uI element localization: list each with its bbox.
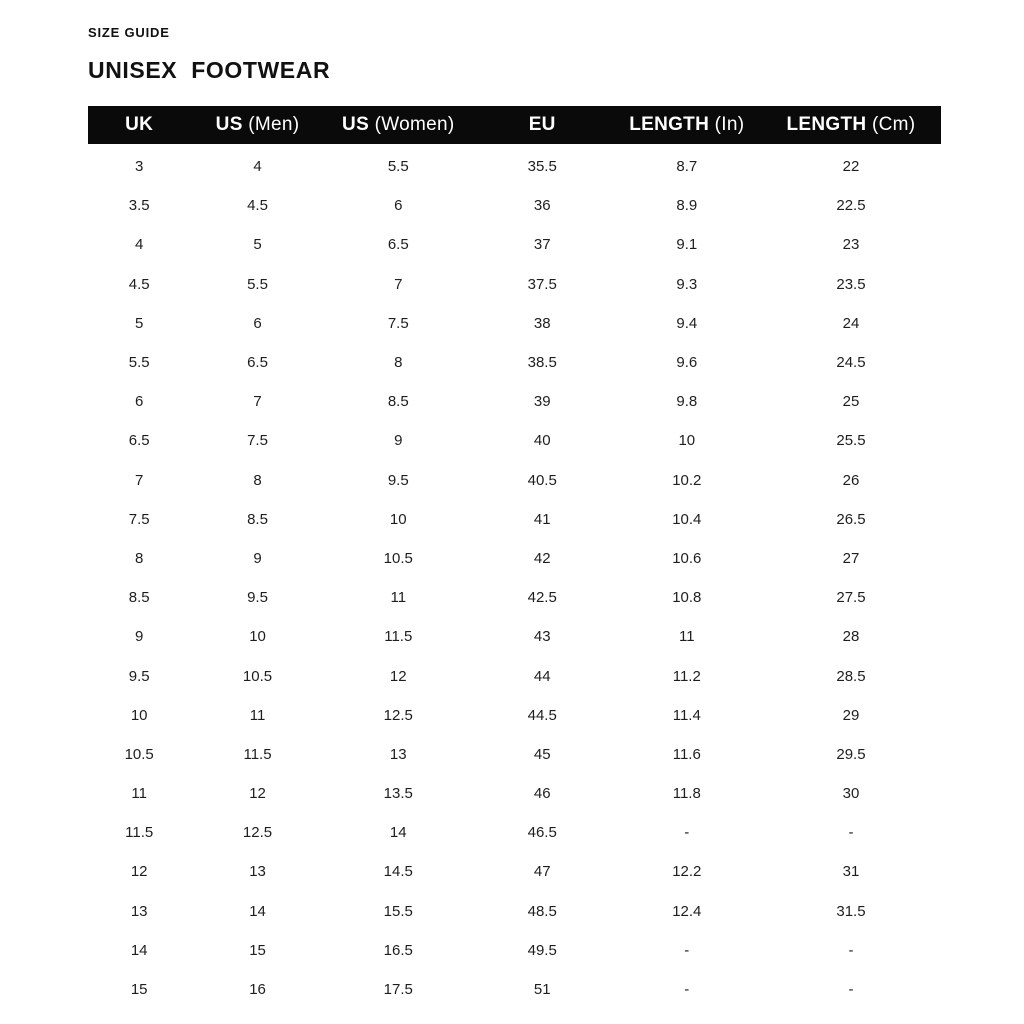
cell: 6 <box>253 314 262 332</box>
column-header-eu <box>472 114 613 136</box>
cell: 27 <box>842 549 860 567</box>
cell: 15 <box>130 981 148 999</box>
cell: 37 <box>533 236 551 254</box>
cell: 28.5 <box>836 667 866 685</box>
cell: 29.5 <box>836 745 866 763</box>
cell: 38.5 <box>527 354 557 372</box>
cell: 47 <box>533 863 551 881</box>
cell: - <box>848 824 854 842</box>
cell: 23.5 <box>836 275 866 293</box>
cell: 31.5 <box>836 902 866 920</box>
table-row <box>88 774 941 813</box>
cell: 40.5 <box>527 471 557 489</box>
cell: 10.5 <box>124 745 154 763</box>
page-title: UNISEX FOOTWEAR <box>88 57 331 83</box>
cell: 46 <box>533 785 551 803</box>
table-row <box>88 578 941 617</box>
cell: 10.8 <box>672 589 702 607</box>
cell: 6.5 <box>387 236 409 254</box>
cell: 11 <box>390 589 407 607</box>
cell: 8.9 <box>676 197 698 215</box>
cell: 31 <box>842 863 860 881</box>
cell: 22.5 <box>836 197 866 215</box>
cell: 16 <box>249 981 266 999</box>
cell: 10.2 <box>672 471 702 489</box>
cell: 9.5 <box>387 471 409 489</box>
cell: - <box>684 824 690 842</box>
cell: 44 <box>533 667 551 685</box>
table-row <box>88 813 941 852</box>
cell: 8 <box>253 471 262 489</box>
cell: 4.5 <box>247 197 268 215</box>
table-body <box>88 147 941 1009</box>
cell: 8 <box>394 354 403 372</box>
cell: 24 <box>842 314 860 332</box>
cell: 8.5 <box>387 393 409 411</box>
cell: 9.5 <box>128 667 150 685</box>
cell: - <box>848 981 854 999</box>
cell: 6 <box>394 197 403 215</box>
size-guide-page <box>88 25 941 1009</box>
cell: 11.5 <box>125 824 154 842</box>
cell: 11.6 <box>672 745 701 763</box>
cell: 12.5 <box>383 706 413 724</box>
cell: 11 <box>131 785 147 803</box>
table-row <box>88 892 941 931</box>
cell: 12 <box>130 863 148 881</box>
cell: 6.5 <box>128 432 150 450</box>
cell: 12.2 <box>672 863 702 881</box>
cell: 7.5 <box>128 510 150 528</box>
cell: 12.5 <box>242 824 273 842</box>
cell: 39 <box>533 393 551 411</box>
cell: 27.5 <box>836 589 866 607</box>
table-row <box>88 539 941 578</box>
table-row <box>88 931 941 970</box>
cell: 12 <box>249 785 266 803</box>
column-header-eu-label: EU <box>528 114 556 135</box>
cell: 10.6 <box>672 549 702 567</box>
cell: 11 <box>249 706 266 724</box>
cell: 30 <box>842 785 860 803</box>
column-header-us-women-label: US <box>342 114 370 135</box>
cell: 7 <box>135 471 144 489</box>
table-row <box>88 225 941 264</box>
cell: 9.3 <box>676 275 698 293</box>
cell: 15.5 <box>383 902 413 920</box>
table-header-row <box>88 106 941 144</box>
table-row <box>88 656 941 695</box>
cell: 6.5 <box>247 354 268 372</box>
cell: 11.4 <box>672 706 701 724</box>
cell: 9.8 <box>676 393 698 411</box>
cell: 11 <box>679 628 695 646</box>
cell: 9.5 <box>247 589 268 607</box>
cell: 13.5 <box>383 785 413 803</box>
cell: 51 <box>533 981 551 999</box>
cell: 9 <box>253 549 262 567</box>
table-row <box>88 696 941 735</box>
cell: 7 <box>394 275 403 293</box>
cell: 22 <box>842 158 860 176</box>
cell: 10 <box>130 706 148 724</box>
column-header-us-men-label: US <box>215 114 243 135</box>
table-row <box>88 461 941 500</box>
cell: 6 <box>135 393 144 411</box>
cell: 5 <box>253 236 262 254</box>
cell: 25.5 <box>836 432 866 450</box>
cell: 4 <box>135 236 144 254</box>
table-row <box>88 343 941 382</box>
cell: 14 <box>389 824 407 842</box>
cell: 11.8 <box>672 785 701 803</box>
column-header-uk-label: UK <box>125 114 154 135</box>
cell: 10 <box>249 628 266 646</box>
table-row <box>88 304 941 343</box>
cell: 25 <box>842 393 860 411</box>
cell: 9.6 <box>676 354 698 372</box>
cell: 14 <box>249 902 266 920</box>
cell: 7 <box>253 393 262 411</box>
cell: 12.4 <box>672 902 702 920</box>
cell: 17.5 <box>383 981 413 999</box>
cell: 10 <box>678 432 696 450</box>
cell: - <box>684 941 690 959</box>
column-header-length-cm-label: LENGTH <box>786 114 867 135</box>
column-header-us-women: US (Women) <box>342 114 455 135</box>
cell: 5 <box>135 314 144 332</box>
cell: 42.5 <box>527 589 557 607</box>
cell: 40 <box>533 432 551 450</box>
cell: 15 <box>249 941 266 959</box>
cell: 24.5 <box>836 354 866 372</box>
cell: 45 <box>533 745 551 763</box>
cell: 14 <box>130 941 148 959</box>
table-row <box>88 500 941 539</box>
cell: 10 <box>389 510 407 528</box>
cell: 5.5 <box>247 275 268 293</box>
cell: 9 <box>394 432 403 450</box>
cell: 4.5 <box>128 275 150 293</box>
cell: 3 <box>135 158 144 176</box>
cell: 9.1 <box>676 236 698 254</box>
cell: 35.5 <box>527 158 557 176</box>
cell: 26 <box>842 471 860 489</box>
table-row <box>88 265 941 304</box>
table-row <box>88 421 941 460</box>
eyebrow-label: SIZE GUIDE <box>88 25 170 40</box>
cell: 23 <box>842 236 860 254</box>
cell: 26.5 <box>836 510 866 528</box>
cell: 29 <box>842 706 860 724</box>
cell: 49.5 <box>527 941 557 959</box>
cell: 44.5 <box>527 706 557 724</box>
column-header-length-in: LENGTH (In) <box>629 114 745 135</box>
cell: 41 <box>533 510 551 528</box>
cell: 13 <box>389 745 407 763</box>
table-row <box>88 970 941 1009</box>
cell: 43 <box>533 628 551 646</box>
cell: 46.5 <box>527 824 557 842</box>
cell: 16.5 <box>383 941 413 959</box>
cell: 28 <box>842 628 860 646</box>
cell: 10.5 <box>383 549 413 567</box>
cell: 37.5 <box>527 275 557 293</box>
cell: 13 <box>249 863 266 881</box>
table-row <box>88 382 941 421</box>
cell: 8.5 <box>247 510 268 528</box>
cell: 7.5 <box>247 432 268 450</box>
cell: 38 <box>533 314 551 332</box>
cell: - <box>684 981 690 999</box>
table-row <box>88 852 941 891</box>
table-row <box>88 186 941 225</box>
cell: 14.5 <box>383 863 413 881</box>
cell: 13 <box>130 902 148 920</box>
cell: 5.5 <box>128 354 150 372</box>
column-header-us-men: US (Men) <box>215 114 300 135</box>
table-row <box>88 735 941 774</box>
cell: 5.5 <box>387 158 409 176</box>
cell: 48.5 <box>527 902 557 920</box>
cell: 11.2 <box>672 667 701 685</box>
cell: 8.5 <box>128 589 150 607</box>
cell: 7.5 <box>387 314 409 332</box>
cell: 12 <box>389 667 407 685</box>
table-row <box>88 147 941 186</box>
cell: 11.5 <box>243 745 272 763</box>
cell: 3.5 <box>128 197 150 215</box>
cell: 10.5 <box>242 667 273 685</box>
cell: 36 <box>533 197 551 215</box>
cell: 11.5 <box>384 628 413 646</box>
cell: 8 <box>135 549 144 567</box>
table-row <box>88 617 941 656</box>
column-header-length-in-label: LENGTH <box>629 114 710 135</box>
cell: 8.7 <box>676 158 698 176</box>
column-header-uk <box>88 114 190 136</box>
cell: 9.4 <box>676 314 698 332</box>
cell: 10.4 <box>672 510 702 528</box>
cell: 4 <box>253 158 262 176</box>
cell: 42 <box>533 549 551 567</box>
cell: 9 <box>135 628 144 646</box>
cell: - <box>848 941 854 959</box>
column-header-length-cm: LENGTH (Cm) <box>786 114 916 135</box>
